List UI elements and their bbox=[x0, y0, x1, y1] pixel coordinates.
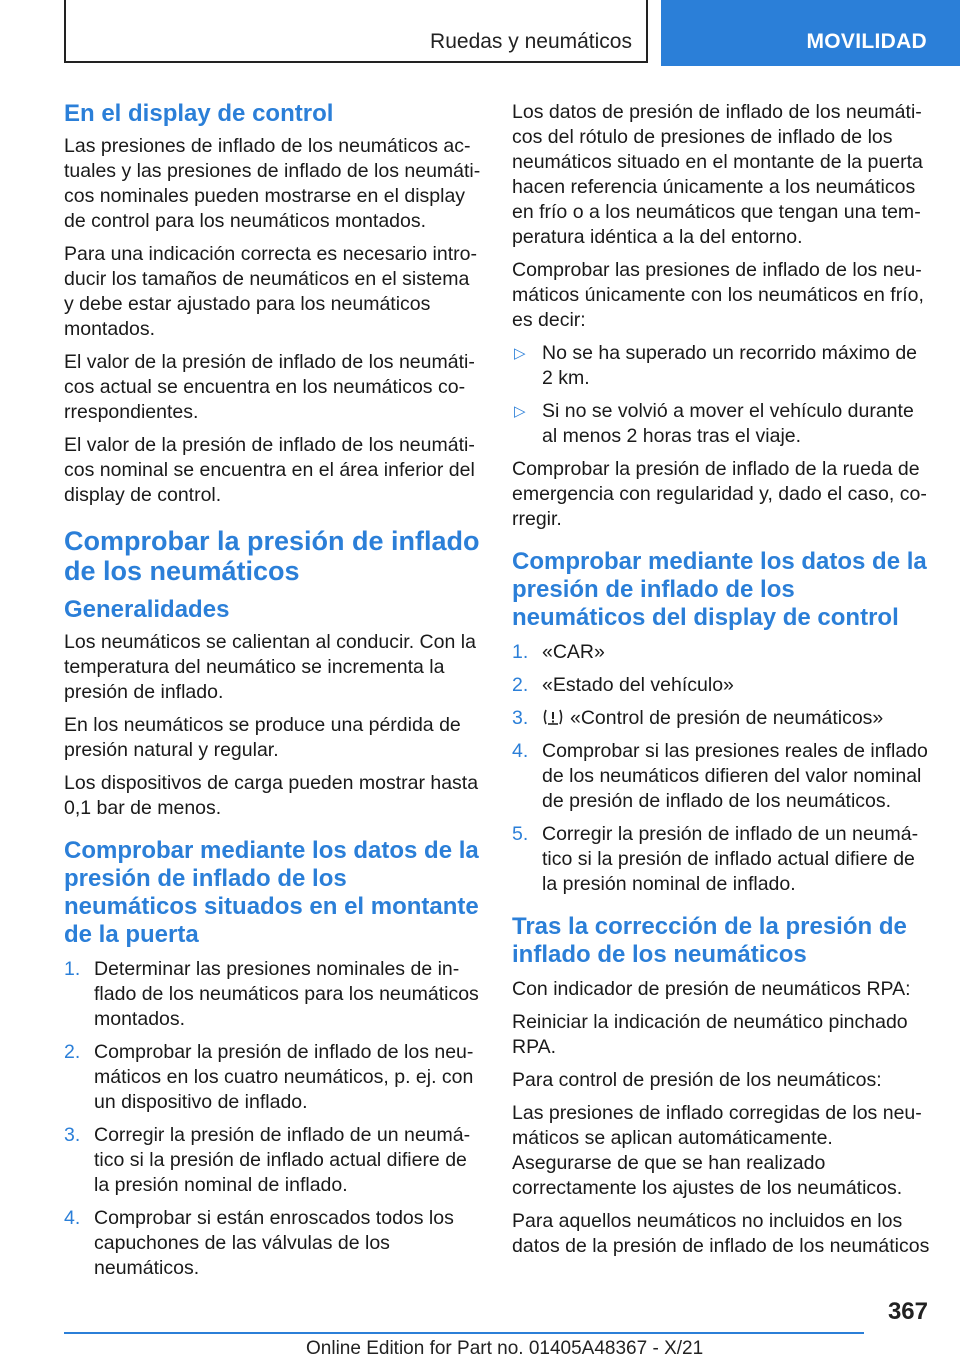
paragraph: Con indicador de presión de neumáticos RPA: bbox=[512, 978, 911, 1000]
step-text: Comprobar si están enroscados todos los capuchones de las válvulas de los neumáticos. bbox=[94, 1207, 454, 1279]
paragraph: Las presiones de inflado corregidas de los neumáticos se aplican automáticamente. Asegurarse de que se han realizado correctamente los ajustes de los neumáticos. bbox=[512, 1102, 922, 1199]
list-item bbox=[512, 706, 932, 731]
heading-general: Generalidades bbox=[64, 596, 230, 623]
step-text: Corregir la presión de inflado de un neumático si la presión de inflado actual difiere de la presión nominal de inflado. bbox=[542, 823, 919, 895]
step-list bbox=[64, 957, 482, 1281]
tire-pressure-warning-icon bbox=[542, 707, 564, 727]
paragraph: Comprobar las presiones de inflado de los neumáticos únicamente con los neumáticos en frío, es decir: bbox=[512, 259, 924, 331]
step-text: «Estado del vehículo» bbox=[542, 674, 734, 696]
page-number: 367 bbox=[887, 1298, 928, 1325]
paragraph: Los dispositivos de carga pueden mostrar hasta 0,1 bar de menos. bbox=[64, 772, 479, 819]
list-item bbox=[512, 640, 932, 665]
paragraph: En los neumáticos se produce una pérdida de presión natural y regular. bbox=[64, 714, 461, 761]
list-item bbox=[512, 822, 932, 897]
list-item bbox=[64, 957, 482, 1032]
heading-door-pillar: Comprobar mediante los datos de la presión de inflado de los neumáticos situados en el montante de la puerta bbox=[64, 837, 479, 948]
step-list bbox=[512, 640, 932, 897]
paragraph: Para una indicación correcta es necesario introducir los tamaños de neumáticos en el sistema y debe estar ajustado para los neumáticos montados. bbox=[64, 243, 477, 340]
paragraph: Los neumáticos se calientan al conducir. Con la temperatura del neumático se incrementa la presión de inflado. bbox=[64, 631, 476, 703]
heading-display: En el display de control bbox=[64, 100, 334, 127]
page-header bbox=[0, 0, 960, 66]
step-text: «CAR» bbox=[542, 641, 605, 663]
footer-divider bbox=[64, 1332, 864, 1334]
paragraph: Para control de presión de los neumáticos: bbox=[512, 1069, 882, 1091]
list-item bbox=[64, 1206, 482, 1281]
step-number: 2. bbox=[512, 674, 529, 696]
step-number: 4. bbox=[512, 740, 529, 762]
list-item bbox=[512, 341, 932, 391]
step-number: 3. bbox=[64, 1124, 81, 1146]
header-section-title: Ruedas y neumáticos bbox=[430, 30, 632, 53]
triangle-bullet-icon: ▷ bbox=[514, 345, 526, 362]
paragraph: El valor de la presión de inflado de los neumáticos nominal se encuentra en el área inferior del display de control. bbox=[64, 434, 475, 506]
list-item bbox=[512, 399, 932, 449]
step-text: Corregir la presión de inflado de un neumático si la presión de inflado actual difiere de la presión nominal de inflado. bbox=[94, 1124, 471, 1196]
list-item bbox=[512, 739, 932, 814]
left-column bbox=[64, 100, 482, 1289]
step-number: 1. bbox=[64, 958, 81, 980]
step-number: 1. bbox=[512, 641, 529, 663]
step-text: Determinar las presiones nominales de inflado de los neumáticos para los neumáticos montados. bbox=[94, 958, 479, 1030]
edition-text: Online Edition for Part no. 01405A48367 - X/21 bbox=[306, 1338, 704, 1359]
right-column bbox=[512, 100, 932, 1267]
heading-display-check: Comprobar mediante los datos de la presión de inflado de los neumáticos del display de control bbox=[512, 548, 927, 631]
step-number: 5. bbox=[512, 823, 529, 845]
paragraph: El valor de la presión de inflado de los neumáticos actual se encuentra en los neumáticos correspondientes. bbox=[64, 351, 475, 423]
list-item bbox=[64, 1040, 482, 1115]
heading-after-correction: Tras la corrección de la presión de inflado de los neumáticos bbox=[512, 913, 907, 968]
heading-check-pressure: Comprobar la presión de inflado de los neumáticos bbox=[64, 526, 480, 586]
step-text: «Control de presión de neumáticos» bbox=[570, 707, 884, 729]
paragraph: Comprobar la presión de inflado de la rueda de emergencia con regularidad y, dado el caso, corregir. bbox=[512, 458, 927, 530]
step-text: Comprobar la presión de inflado de los neumáticos en los cuatro neumáticos, p. ej. con un dispositivo de inflado. bbox=[94, 1041, 474, 1113]
step-text: Comprobar si las presiones reales de inflado de los neumáticos difieren del valor nominal de presión de inflado de los neumáticos. bbox=[542, 740, 928, 812]
bullet-text: No se ha superado un recorrido máximo de 2 km. bbox=[542, 342, 918, 389]
step-number: 4. bbox=[64, 1207, 81, 1229]
step-number: 3. bbox=[512, 707, 529, 729]
paragraph: Para aquellos neumáticos no incluidos en los datos de la presión de inflado de los neumáticos bbox=[512, 1210, 930, 1257]
paragraph: Reiniciar la indicación de neumático pinchado RPA. bbox=[512, 1011, 908, 1058]
bullet-list bbox=[512, 341, 932, 449]
bullet-text: Si no se volvió a mover el vehículo durante al menos 2 horas tras el viaje. bbox=[542, 400, 914, 447]
paragraph: Los datos de presión de inflado de los neumáticos del rótulo de presiones de inflado de los neumáticos situado en el montante de la puerta hacen referencia únicamente a los neumáticos en frío o a los neumáticos que tengan una temperatura idéntica a la del entorno. bbox=[512, 101, 923, 248]
header-section-box bbox=[64, 0, 648, 63]
triangle-bullet-icon: ▷ bbox=[514, 403, 526, 420]
header-chapter-tab bbox=[661, 0, 960, 66]
list-item bbox=[64, 1123, 482, 1198]
list-item bbox=[512, 673, 932, 698]
paragraph: Las presiones de inflado de los neumáticos actuales y las presiones de inflado de los neumáticos nominales pueden mostrarse en el display de control para los neumáticos montados. bbox=[64, 135, 481, 232]
header-chapter-label: MOVILIDAD bbox=[806, 30, 927, 53]
step-number: 2. bbox=[64, 1041, 81, 1063]
